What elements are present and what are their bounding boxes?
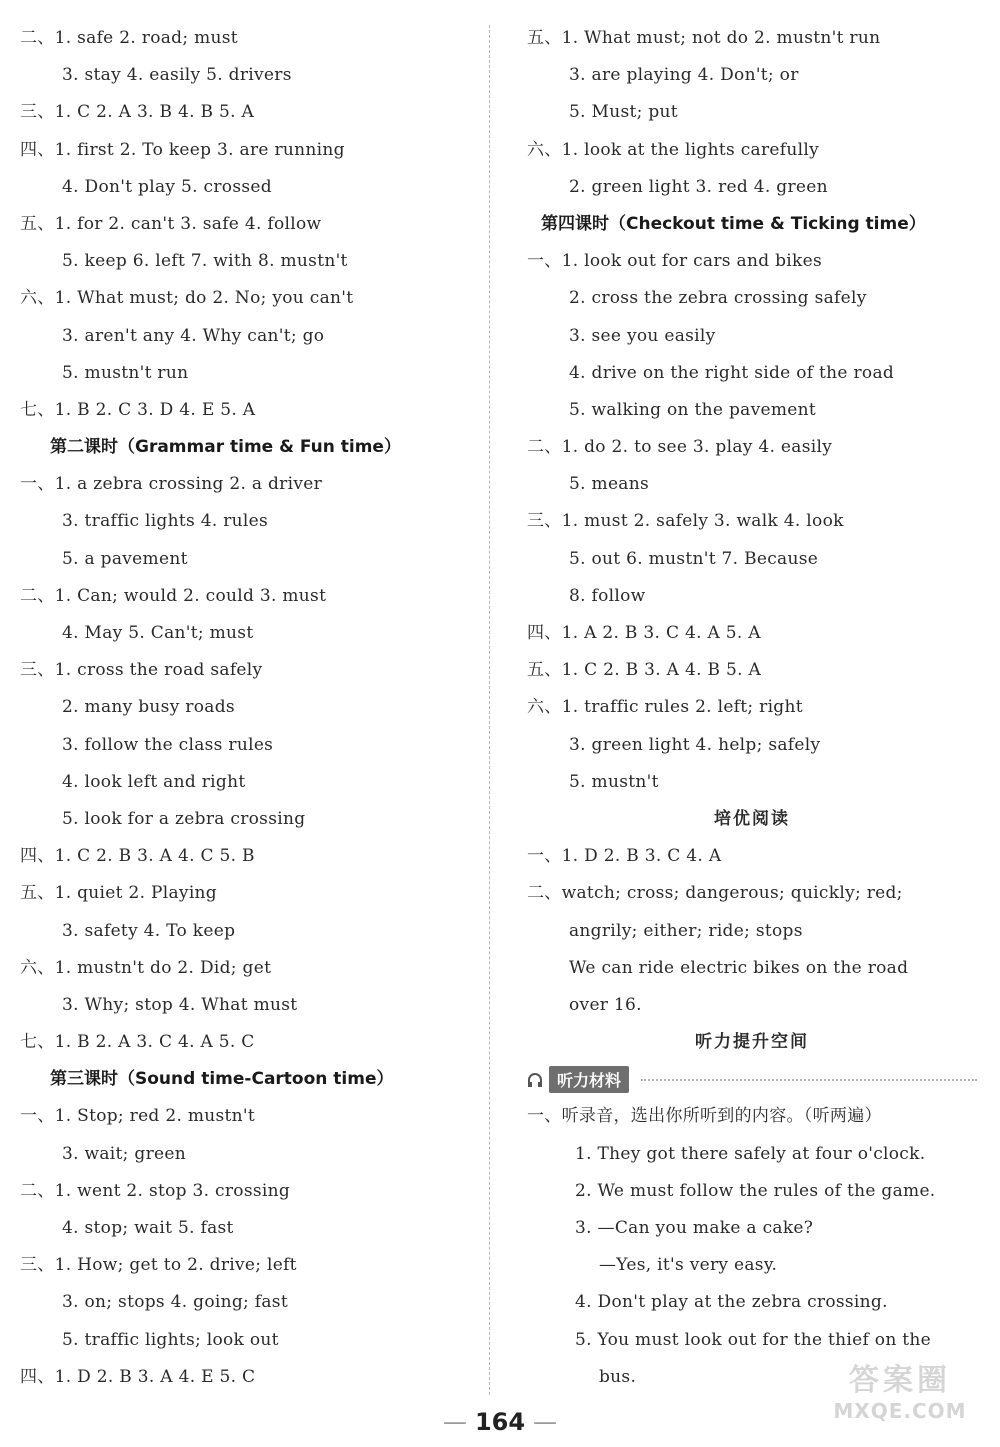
answer-line: 3. safety 4. To keep (62, 920, 236, 941)
section-title: 培优阅读 (714, 808, 790, 829)
answer-line: 4. May 5. Can't; must (62, 623, 254, 643)
answer-line: 四、1. C 2. B 3. A 4. C 5. B (20, 846, 255, 867)
answer-line: 五、1. C 2. B 3. A 4. B 5. A (527, 660, 762, 681)
page-number-value: 164 (474, 1408, 526, 1436)
answer-line: 8. follow (569, 585, 646, 606)
answer-line: 六、1. traffic rules 2. left; right (527, 697, 803, 718)
answer-line: 5. out 6. mustn't 7. Because (569, 548, 819, 569)
answer-line: 5. You must look out for the thief on the (575, 1329, 932, 1350)
section-heading: 第二课时（Grammar time & Fun time） (50, 437, 401, 458)
answer-line: 五、1. for 2. can't 3. safe 4. follow (20, 213, 322, 234)
section-title: 听力提升空间 (695, 1032, 809, 1053)
answer-line: 六、1. What must; do 2. No; you can't (20, 288, 354, 309)
answer-line: 5. look for a zebra crossing (62, 808, 306, 829)
answer-line: 3. are playing 4. Don't; or (569, 65, 799, 86)
answer-line: 三、1. cross the road safely (20, 660, 263, 681)
answer-line: 一、听录音，选出你所听到的内容。（听两遍） (527, 1106, 882, 1127)
answer-line: 七、1. B 2. A 3. C 4. A 5. C (20, 1032, 255, 1053)
column-divider (489, 25, 490, 1395)
answer-line: 四、1. D 2. B 3. A 4. E 5. C (20, 1366, 256, 1387)
answer-line: 3. wait; green (62, 1143, 186, 1164)
answer-line: 一、1. look out for cars and bikes (527, 251, 822, 272)
answer-line: 4. look left and right (62, 771, 246, 792)
answer-line: 二、1. safe 2. road; must (20, 28, 238, 48)
watermark-logo (810, 1355, 990, 1435)
page-number-dash-left: — (442, 1408, 467, 1436)
answer-line: 2. cross the zebra crossing safely (569, 288, 867, 309)
answer-line: 4. Don't play at the zebra crossing. (575, 1292, 888, 1313)
answer-line: 3. aren't any 4. Why can't; go (62, 325, 325, 346)
answer-line: 五、1. What must; not do 2. mustn't run (527, 28, 881, 48)
answer-line: 4. drive on the right side of the road (569, 362, 895, 383)
answer-line: 3. —Can you make a cake? (575, 1218, 814, 1238)
right-column (527, 20, 977, 1396)
answer-line: 4. Don't play 5. crossed (62, 176, 272, 197)
answer-line: 5. Must; put (569, 102, 678, 123)
answer-line: 二、1. Can; would 2. could 3. must (20, 585, 327, 606)
answer-line: over 16. (569, 994, 642, 1015)
answer-line: 3. stay 4. easily 5. drivers (62, 65, 292, 86)
answer-line: 二、1. do 2. to see 3. play 4. easily (527, 437, 833, 458)
watermark-title: 答案圈 (849, 1363, 951, 1398)
answer-line: 六、1. look at the lights carefully (527, 139, 819, 160)
listening-material-banner (527, 1061, 977, 1098)
answer-line: 四、1. A 2. B 3. C 4. A 5. A (527, 623, 761, 643)
answer-line: 二、watch; cross; dangerous; quickly; red; (527, 883, 903, 904)
answer-line: —Yes, it's very easy. (599, 1255, 778, 1276)
answer-line: 5. a pavement (62, 548, 188, 569)
answer-line: 一、1. D 2. B 3. C 4. A (527, 846, 722, 867)
headphones-icon (527, 1072, 543, 1088)
answer-line: 3. Why; stop 4. What must (62, 994, 298, 1015)
answer-line: 一、1. Stop; red 2. mustn't (20, 1106, 256, 1127)
answer-line: 3. see you easily (569, 325, 716, 346)
left-column (20, 20, 480, 1396)
answer-line: 三、1. How; get to 2. drive; left (20, 1255, 297, 1276)
answer-line: 5. mustn't run (62, 362, 189, 383)
answer-line: angrily; either; ride; stops (569, 920, 803, 941)
answer-line: 三、1. C 2. A 3. B 4. B 5. A (20, 102, 255, 123)
banner-rule (641, 1079, 977, 1081)
answer-line: 3. on; stops 4. going; fast (62, 1292, 288, 1313)
answer-line: 2. We must follow the rules of the game. (575, 1180, 936, 1201)
answer-line: 5. means (569, 474, 650, 495)
answer-line: 三、1. must 2. safely 3. walk 4. look (527, 511, 844, 532)
answer-line: 2. green light 3. red 4. green (569, 176, 828, 197)
watermark-url: MXQE.COM (833, 1399, 967, 1423)
banner-label: 听力材料 (549, 1066, 629, 1093)
page-number-dash-right: — (533, 1408, 558, 1436)
section-heading: 第三课时（Sound time-Cartoon time） (50, 1069, 394, 1090)
answer-line: 五、1. quiet 2. Playing (20, 883, 217, 904)
answer-line: 六、1. mustn't do 2. Did; get (20, 957, 272, 978)
answer-line: 一、1. a zebra crossing 2. a driver (20, 474, 323, 495)
answer-line: 3. traffic lights 4. rules (62, 511, 269, 532)
answer-line: 5. traffic lights; look out (62, 1329, 279, 1350)
answer-line: 四、1. first 2. To keep 3. are running (20, 139, 345, 160)
answer-line: 3. green light 4. help; safely (569, 734, 821, 755)
answer-line: 5. mustn't (569, 771, 659, 792)
answer-line: bus. (599, 1366, 637, 1387)
answer-line: 5. keep 6. left 7. with 8. mustn't (62, 251, 348, 272)
answer-line: 2. many busy roads (62, 697, 235, 718)
answer-line: 1. They got there safely at four o'clock. (575, 1143, 926, 1164)
answer-line: 二、1. went 2. stop 3. crossing (20, 1180, 291, 1201)
answer-line: 七、1. B 2. C 3. D 4. E 5. A (20, 399, 256, 420)
section-heading: 第四课时（Checkout time & Ticking time） (541, 213, 926, 234)
answer-line: We can ride electric bikes on the road (569, 957, 909, 978)
answer-line: 4. stop; wait 5. fast (62, 1218, 234, 1238)
answer-line: 5. walking on the pavement (569, 399, 816, 420)
answer-line: 3. follow the class rules (62, 734, 274, 755)
